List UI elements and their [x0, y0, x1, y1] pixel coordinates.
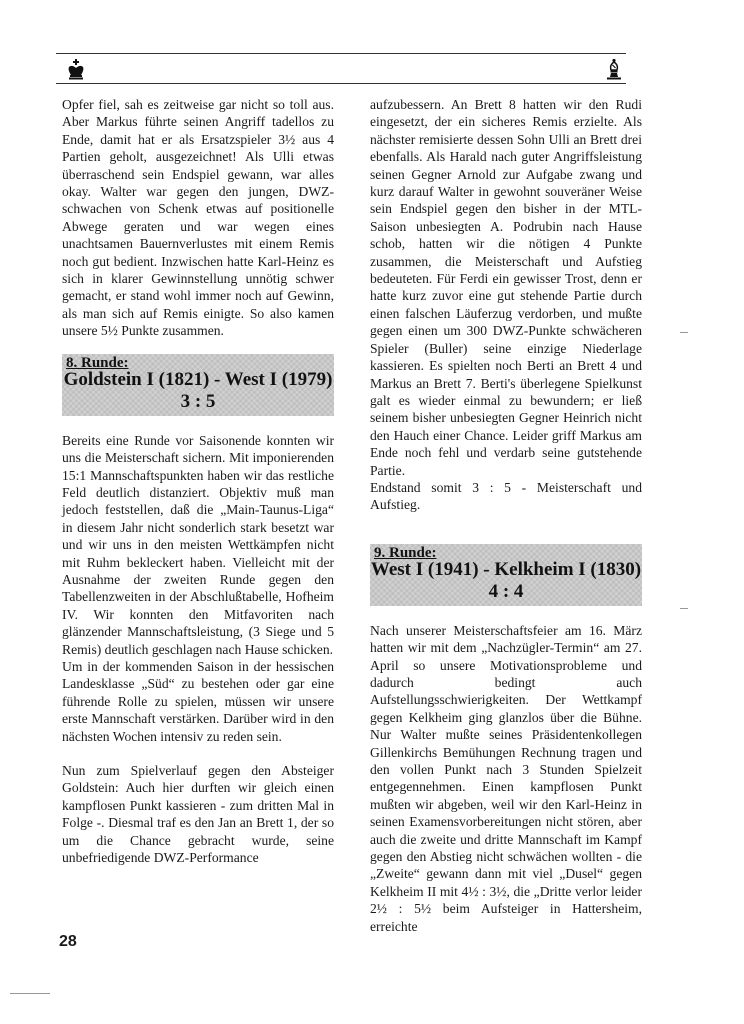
chess-king-icon — [66, 58, 86, 80]
round-teams: Goldstein I (1821) - West I (1979) — [63, 368, 333, 390]
paragraph: Nun zum Spielverlauf gegen den Absteiger Goldstein: Auch hier durften wir gleich einen kampflosen Punkt kassieren - zum dritten Mal in Folge -. Diesmal traf es den Jan an Brett 1, der so um die Chance gebracht wurde, seine unbefriedigende DWZ-Performance — [62, 763, 334, 866]
round-label: 9. Runde: — [374, 544, 437, 561]
page-number: 28 — [59, 933, 77, 950]
scan-mark — [10, 993, 50, 994]
paragraph: aufzubessern. An Brett 8 hatten wir den Rudi eingesetzt, der ein sicheres Remis erzielte. Als nächster remisierte dessen Sohn Ulli an Brett drei ebenfalls. Als Harald nach guter Angriffsleistung seinen Gegner Arnold zur Aufgabe zwang und kurz darauf Walter in gewohnt souveräner Weise sein Endspiel gegen den bisher in der MTL-Saison unbesiegten A. Podrubin nach Hause schob, hatten wir die nötigen 4 Punkte zusammen, die Meisterschaft und Aufstieg bedeuteten. Für Ferdi ein gewisser Trost, denn er hatte kurz zuvor eine gut stehende Partie durch einen falschen Läuferzug verdorben, und mußte gegen einen um 300 DWZ-Punkte schwächeren Spieler (Buller) seine einzige Niederlage kassieren. Es spielten noch Berti an Brett 4 und Markus an Brett 7. Berti's überlegene Spielkunst galt es wieder einmal zu bewundern; er ließ seinem bisher unbesiegten Gegner Heinrich nicht den Hauch einer Chance. Leider griff Markus am Ende noch fehl und verdarb seine gutstehende Partie. — [370, 97, 642, 478]
header-rule-top — [56, 53, 626, 54]
round-8-heading-box — [62, 354, 334, 416]
paragraph: Endstand somit 3 : 5 - Meisterschaft und Aufstieg. — [370, 479, 642, 513]
round-score: 4 : 4 — [488, 580, 524, 602]
paragraph: Bereits eine Runde vor Saisonende konnten wir uns die Meisterschaft sichern. Mit imponierenden 15:1 Mannschaftspunkten haben wir das restliche Feld deutlich distanziert. Objektiv muß man jedoch feststellen, daß die „Main-Taunus-Liga“ in diesem Jahr nicht sonderlich stark besetzt war und wir uns in den meisten Wettkämpfen nicht mit Ruhm bekleckert haben. Vielleicht mit der Ausnahme der zweiten Runde gegen den Tabellenzweiten in der Abschlußtabelle, Hofheim IV. Wir konnten den Mitfavoriten nach glänzender Mannschaftsleistung, (3 Siege und 5 Remis) deutlich geschlagen nach Hause schicken. — [62, 432, 334, 657]
scan-mark — [680, 608, 688, 609]
left-column — [62, 96, 334, 866]
paragraph: Opfer fiel, sah es zeitweise gar nicht so toll aus. Aber Markus führte seinen Angriff tadellos zu Ende, damit hat er als Ersatzspieler 3½ aus 4 Partien geholt, ausgezeichnet! Als Ulli etwas überraschend sein Endspiel gewann, war alles okay. Walter war gegen den jungen, DWZ-schwachen von Schenk etwas auf positionelle Abwege geraten und war wegen eines unachtsamen Bauernverlustes mit einem Remis noch gut bedient. Inzwischen hatte Karl-Heinz es sich in klarer Gewinnstellung unnötig schwer gemacht, er stand wohl immer noch auf Gewinn, als man sich auf Remis einigte. So also kamen unsere 5½ Punkte zusammen. — [62, 97, 334, 339]
scan-mark — [680, 332, 688, 333]
round-teams: West I (1941) - Kelkheim I (1830) — [370, 558, 642, 580]
chess-bishop-icon — [604, 58, 624, 80]
right-column — [370, 96, 642, 935]
round-score: 3 : 5 — [180, 390, 216, 412]
round-9-heading-box — [370, 544, 642, 606]
round-label: 8. Runde: — [66, 354, 129, 371]
paragraph: Um in der kommenden Saison in der hessischen Landesklasse „Süd“ zu bestehen oder gar eine führende Rolle zu spielen, müssen wir unsere erste Mannschaft verstärken. Darüber wird in den nächsten Wochen intensiv zu reden sein. — [62, 658, 334, 744]
paragraph: Nach unserer Meisterschaftsfeier am 16. März hatten wir mit dem „Nachzügler-Termin“ am 27. April so unsere Motivationsprobleme und dadurch bedingt auch Aufstellungsschwierigkeiten. Der Wettkampf gegen Kelkheim ging glanzlos über die Bühne. Nur Walter mußte seines Präsidentenkollegen Gillenkirchs Bemühungen Rechnung tragen und den vollen Punkt nach 3 Stunden Spielzeit entgegennehmen. Einen kampflosen Punkt mußten wir abgeben, weil wir den Karl-Heinz in seinen Examensvorbereitungen nicht stören, aber auch die zweite und dritte Mannschaft im Kampf gegen den Abstieg nicht schwächen wollten - die „Zweite“ gewann dann mit viel „Dusel“ gegen Kelkheim II mit 4½ : 3½, die „Dritte verlor leider 2½ : 5½ beim Aufsteiger in Hattersheim, erreichte — [370, 622, 642, 934]
header-rule-bottom — [56, 83, 626, 84]
